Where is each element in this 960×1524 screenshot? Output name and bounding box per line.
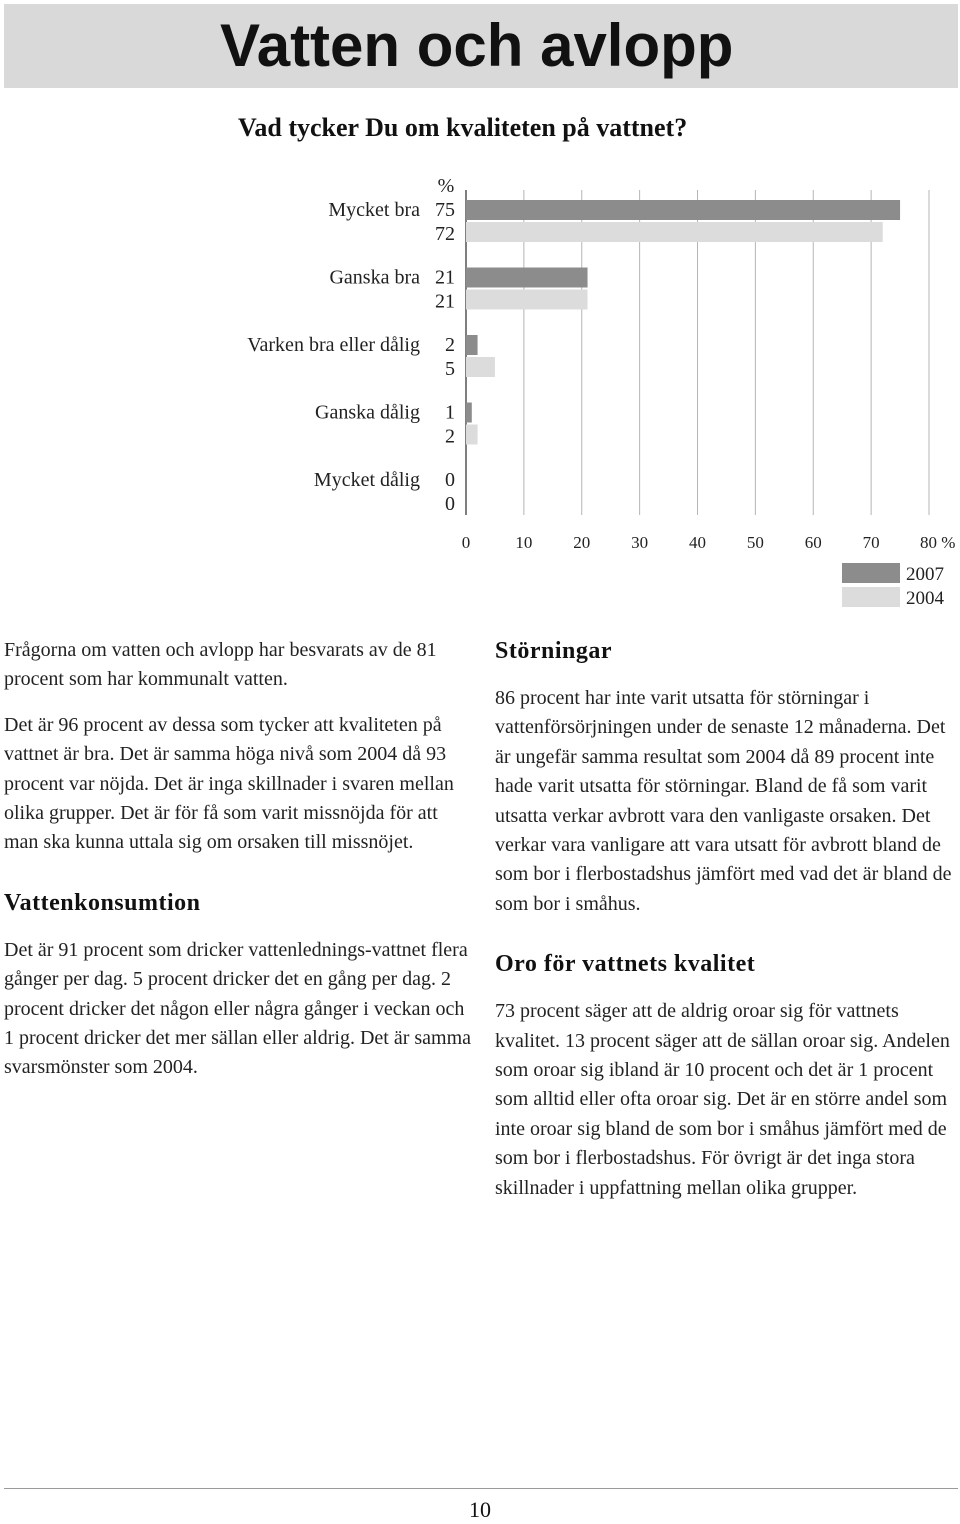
value-label-2004: 21: [435, 290, 455, 313]
chart-x-ticks: [462, 533, 956, 552]
value-label-2004: 2: [445, 425, 455, 448]
worry-paragraph: 73 procent säger att de aldrig oroar sig för vattnets kvalitet. 13 procent säger att de sällan oroar sig. Andelen som oroar sig ibland är 10 procent och det är 1 procent som alltid eller ofta oroar sig. Det är en större andel som inte oroar sig bland de som bor i småhus jämfört med de som bor i flerbostadshus. För övrigt är det inga stora skillnader i uppfattning mellan olika grupper.: [495, 1000, 950, 1199]
bar-2004: [466, 425, 478, 445]
bar-2004: [466, 290, 588, 310]
legend-label-2004: 2004: [906, 588, 944, 609]
category-label: Ganska dålig: [315, 401, 420, 424]
value-label-2007: 2: [445, 334, 455, 356]
consumption-paragraph: Det är 91 procent som dricker vattenlednings-vattnet flera gånger per dag. 5 procent dricker det en gång per dag. 2 procent dricker det någon eller några gånger i veckan och 1 procent dricker det mer sällan eller aldrig. Det är samma svarsmönster som 2004.: [4, 938, 472, 1079]
category-label: Mycket dålig: [313, 469, 420, 491]
disruptions-paragraph: 86 procent har inte varit utsatta för störningar i vattenförsörjningen under de senaste 12 månaderna. Det är ungefär samma resultat som 2004 då 89 procent inte hade varit utsatta för störningar. Bland de få som varit utsatta verkar avbrott vara den vanligaste orsaken. Det verkar vara vanligare att vara utsatt för avbrott bland de som bor i flerbostadshus jämfört med vad det är bland de som bor i småhus.: [495, 687, 952, 915]
right-column: [495, 636, 955, 1203]
quality-bar-chart: [0, 160, 960, 620]
quality-paragraph: Det är 96 procent av dessa som tycker att kvaliteten på vattnet är bra. Det är samma höga nivå som 2004 då 93 procent var nöjda. Det är inga skillnader i svaren mellan olika grupper. Det är för få som varit missnöjda för att man ska kunna uttala sig om orsaken till missnöjet.: [4, 713, 454, 854]
category-label: Varken bra eller dålig: [247, 334, 420, 356]
chart-labels: [247, 175, 455, 515]
chart-question: Vad tycker Du om kvaliteten på vattnet?: [238, 113, 688, 142]
chart-legend: [842, 563, 945, 609]
x-tick-label: 70: [862, 533, 880, 552]
bar-2007: [466, 403, 472, 423]
x-tick-label: 50: [746, 533, 764, 552]
heading-oro: Oro för vattnets kvalitet: [495, 951, 756, 978]
value-label-2007: 1: [445, 401, 455, 424]
bar-2007: [466, 200, 900, 220]
legend-label-2007: 2007: [906, 564, 944, 585]
value-label-2004: 0: [445, 493, 455, 515]
heading-storningar: Störningar: [495, 638, 613, 664]
value-label-2007: 75: [435, 199, 455, 221]
x-tick-label: 20: [573, 533, 591, 552]
x-tick-label: 40: [689, 533, 706, 552]
left-column: [4, 636, 474, 1083]
bar-2007: [466, 268, 588, 288]
x-tick-label: 30: [631, 533, 649, 552]
bar-2004: [466, 357, 495, 377]
x-tick-label: 10: [515, 533, 533, 552]
value-column-header: %: [437, 175, 455, 197]
value-label-2004: 5: [445, 358, 455, 380]
intro-paragraph: Frågorna om vatten och avlopp har besvarats av de 81 procent som har kommunalt vatten.: [4, 639, 437, 691]
heading-vattenkonsumtion: Vattenkonsumtion: [4, 889, 201, 916]
footer-rule: [4, 1488, 958, 1489]
value-label-2007: 21: [435, 266, 455, 289]
page-title: Vatten och avlopp: [220, 12, 734, 79]
value-label-2004: 72: [435, 223, 455, 245]
bar-2004: [466, 222, 883, 242]
legend-swatch-2004: [842, 587, 900, 607]
category-label: Mycket bra: [328, 199, 420, 221]
value-label-2007: 0: [445, 469, 455, 491]
legend-swatch-2007: [842, 563, 900, 583]
x-tick-label: 60: [804, 533, 822, 552]
x-tick-label: 80 %: [920, 533, 956, 552]
x-tick-label: 0: [461, 533, 471, 552]
page-number: 10: [469, 1497, 491, 1522]
bar-2007: [466, 335, 478, 355]
category-label: Ganska bra: [329, 266, 420, 289]
chart-bars: [466, 200, 900, 445]
